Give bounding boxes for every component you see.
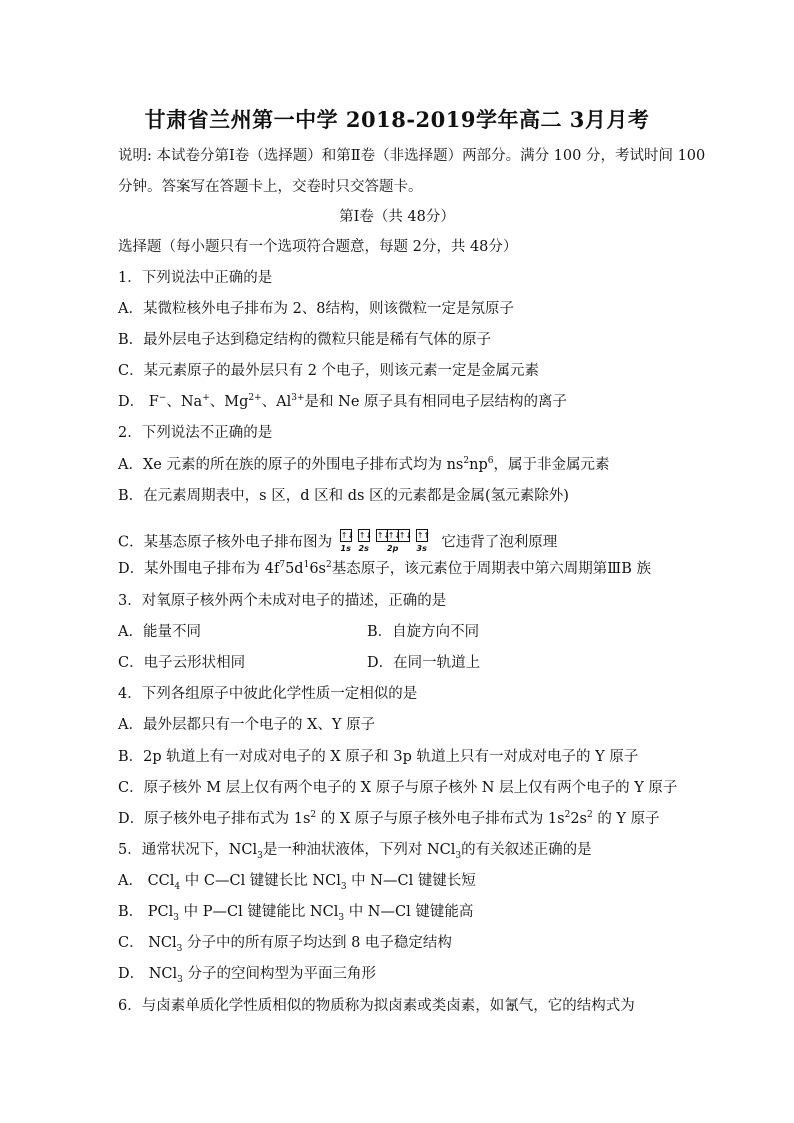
q5-d-prefix: D． NCl (118, 966, 178, 982)
orbital-box: ↑↓ (387, 531, 402, 540)
q3-option-a: A．能量不同 (118, 624, 201, 640)
q2-option-d (118, 559, 651, 579)
q4-option-c: C．原子核外 M 层上仅有两个电子的 X 原子与原子核外 N 层上仅有两个电子的 Y 原子 (118, 780, 678, 796)
q2-d-mid2: 6s (309, 561, 326, 577)
q1-option-b: B．最外层电子达到稳定结构的微粒只能是稀有气体的原子 (118, 332, 492, 348)
q2-d-mid1: 5d (285, 561, 304, 577)
q5-option-c (118, 933, 452, 953)
q2-option-b: B．在元素周期表中，s 区，d 区和 ds 区的元素都是金属(氢元素除外) (118, 488, 569, 504)
q4-d-sup3: 2 (586, 810, 593, 821)
q5-option-a (118, 871, 476, 891)
q1-d-suffix: 是和 Ne 原子具有相同电子层结构的离子 (304, 394, 568, 410)
q1-d-mid2: 、Mg (209, 394, 249, 410)
orbital-box: ↑↓ (340, 531, 355, 540)
q2-d-prefix: D．某外围电子排布为 4f (118, 561, 280, 577)
q5-b-suffix: 中 N—Cl 键键能高 (344, 904, 474, 920)
q4-d-prefix: D．原子核外电子排布式为 1s (118, 811, 311, 827)
q2-c-suffix: 它违背了泡利原理 (441, 534, 558, 551)
q3-option-c: C．电子云形状相同 (118, 655, 246, 671)
q2-d-sup3: 2 (325, 560, 332, 571)
q5-b-prefix: B． PCl (118, 904, 174, 920)
q2-d-sup1: 7 (279, 560, 286, 571)
q2-option-a (118, 455, 609, 475)
orbital-label: 3s (416, 544, 427, 553)
q5-b-sub1: 3 (173, 912, 179, 923)
q4-d-mid: 的 X 原子与原子核外电子排布式为 1s (316, 811, 565, 827)
q3-option-b: B．自旋方向不同 (367, 624, 480, 640)
q5-a-suffix: 中 N—Cl 键键长短 (346, 873, 476, 889)
q5-stem-sub1: 3 (257, 850, 263, 861)
orbital-boxes (416, 529, 431, 542)
q4-option-d (118, 809, 660, 829)
orbital-diagram (340, 524, 434, 553)
orbital-group-2s (358, 524, 373, 553)
q5-stem-prefix: 5．通常状况下，NCl (118, 842, 258, 858)
q5-a-sub1: 4 (174, 881, 181, 892)
section-title: 第Ⅰ卷（共 48分） (339, 209, 455, 225)
q1-d-sup4: 3+ (291, 393, 305, 404)
q6-stem: 6．与卤素单质化学性质相似的物质称为拟卤素或类卤素，如氰气，它的结构式为 (118, 998, 635, 1014)
q2-stem: 2．下列说法不正确的是 (118, 425, 273, 441)
q5-option-b (118, 902, 473, 922)
q5-d-suffix: 分子的空间构型为平面三角形 (182, 966, 376, 982)
orbital-label: 1s (340, 544, 351, 553)
q1-d-mid3: 、Al (261, 394, 292, 410)
orbital-box: ↑↓ (358, 531, 373, 540)
q2-a-prefix: A．Xe 元素的所在族的原子的外围电子排布式均为 ns (118, 457, 464, 473)
q1-option-c: C．某元素原子的最外层只有 2 个电子，则该元素一定是金属元素 (118, 363, 540, 379)
q5-b-sub2: 3 (338, 912, 345, 923)
intro-line-1: 说明: 本试卷分第Ⅰ卷（选择题）和第Ⅱ卷（非选择题）两部分。满分 100 分，考试时间 100 (118, 148, 706, 164)
orbital-box: ↑↓ (376, 531, 391, 540)
q5-stem-suffix: 的有关叙述正确的是 (461, 842, 592, 858)
page-title: 甘肃省兰州第一中学 2018-2019学年高二 3月月考 (144, 107, 650, 132)
q5-stem-sub2: 3 (455, 850, 462, 861)
orbital-box: ↑↑ (416, 531, 431, 540)
q5-c-sub: 3 (176, 943, 183, 954)
q2-c-prefix: C．某基态原子核外电子排布图为 (118, 534, 333, 551)
q2-a-sup2: 6 (487, 456, 494, 467)
q4-d-sup2: 2 (564, 810, 571, 821)
q4-d-suffix: 的 Y 原子 (592, 811, 660, 827)
orbital-boxes (358, 529, 373, 542)
orbital-boxes (376, 529, 413, 542)
orbital-group-3s (416, 524, 431, 553)
orbital-label: 2s (358, 544, 369, 553)
q5-stem-mid: 是一种油状液体，下列对 NCl (262, 842, 456, 858)
orbital-group-1s (340, 524, 355, 553)
q2-option-c (118, 528, 557, 557)
q4-d-sup1: 2 (310, 810, 317, 821)
q4-stem: 4．下列各组原子中彼此化学性质一定相似的是 (118, 686, 418, 702)
orbital-boxes (340, 529, 355, 542)
q4-option-b: B．2p 轨道上有一对成对电子的 X 原子和 3p 轨道上只有一对成对电子的 Y 原子 (118, 749, 639, 765)
q5-stem (118, 840, 592, 860)
q1-stem: 1．下列说法中正确的是 (118, 270, 273, 286)
q1-option-d (118, 392, 567, 412)
q1-option-a: A．某微粒核外电子排布为 2、8结构，则该微粒一定是氖原子 (118, 301, 515, 317)
orbital-label: 2p (387, 544, 399, 553)
q4-option-a: A．最外层都只有一个电子的 X、Y 原子 (118, 717, 376, 733)
q5-d-sub: 3 (177, 974, 183, 985)
intro-line-2: 分钟。答案写在答题卡上，交卷时只交答题卡。 (118, 179, 423, 195)
q2-a-mid: np (469, 457, 488, 473)
q5-a-prefix: A． CCl (118, 873, 175, 889)
orbital-box: ↑↓ (398, 531, 413, 540)
q5-option-d (118, 964, 376, 984)
q5-b-mid: 中 P—Cl 键键能比 NCl (179, 904, 339, 920)
q2-a-suffix: ，属于非金属元素 (493, 457, 610, 473)
q1-d-sup1: − (158, 393, 167, 404)
q1-d-sup3: 2+ (248, 393, 262, 404)
q3-option-d: D．在同一轨道上 (367, 655, 481, 671)
section-note: 选择题（每小题只有一个选项符合题意，每题 2分，共 48分） (118, 239, 518, 255)
q2-d-sup2: 1 (303, 560, 310, 571)
q5-a-sub2: 3 (340, 881, 347, 892)
q1-d-prefix: D． F (118, 394, 159, 410)
q3-stem: 3．对氧原子核外两个未成对电子的描述，正确的是 (118, 593, 447, 609)
orbital-group-2p (376, 524, 413, 553)
q2-d-suffix: 基态原子，该元素位于周期表中第六周期第ⅢB 族 (331, 561, 651, 577)
q5-a-mid: 中 C—Cl 键键长比 NCl (180, 873, 341, 889)
q5-c-suffix: 分子中的所有原子均达到 8 电子稳定结构 (182, 935, 452, 951)
q1-d-mid1: 、Na (166, 394, 203, 410)
q2-a-sup1: 2 (463, 456, 470, 467)
q1-d-sup2: + (202, 393, 210, 404)
q5-c-prefix: C． NCl (118, 935, 177, 951)
q4-d-mid2: 2s (570, 811, 587, 827)
